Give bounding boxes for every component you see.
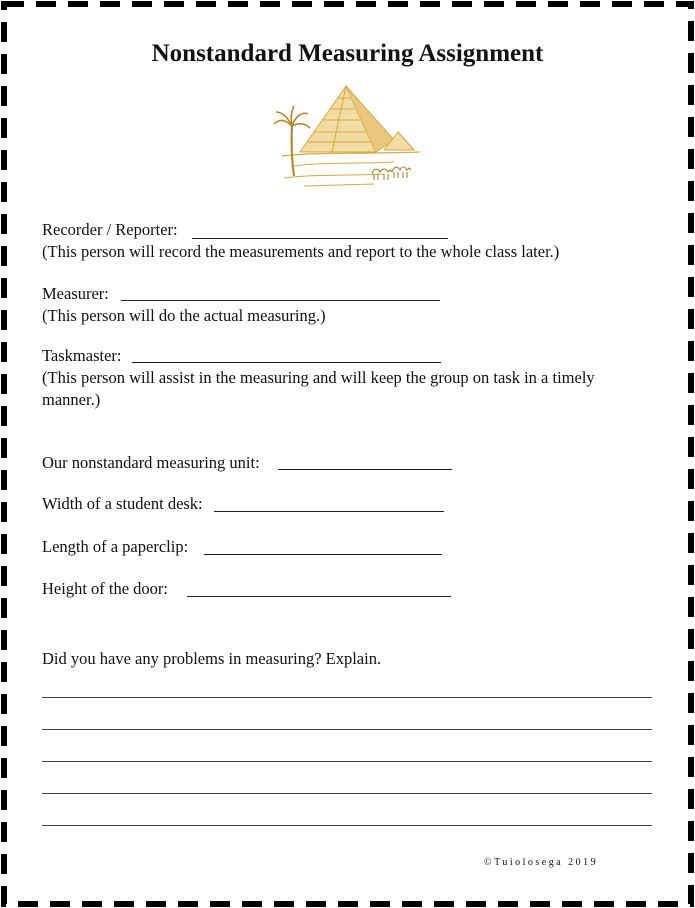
answer-line-4[interactable]: [42, 793, 652, 794]
desk-width-blank[interactable]: [214, 511, 444, 512]
door-height-label: Height of the door:: [42, 579, 169, 598]
measurer-note: (This person will do the actual measuring.): [42, 306, 326, 325]
answer-line-2[interactable]: [42, 729, 652, 730]
recorder-label: Recorder / Reporter:: [42, 220, 178, 239]
recorder-note: (This person will record the measurements and report to the whole class later.): [42, 242, 560, 261]
taskmaster-name-blank[interactable]: [132, 362, 441, 363]
page-title: Nonstandard Measuring Assignment: [151, 40, 544, 67]
recorder-name-blank[interactable]: [192, 238, 448, 239]
copyright-notice: ©Tuiolosega 2019: [484, 857, 599, 868]
desk-width-label: Width of a student desk:: [42, 494, 203, 513]
measurer-name-blank[interactable]: [121, 300, 440, 301]
taskmaster-label: Taskmaster:: [42, 346, 122, 365]
paperclip-length-blank[interactable]: [204, 554, 442, 555]
pyramid-desert-illustration: [274, 82, 424, 190]
paperclip-length-label: Length of a paperclip:: [42, 537, 189, 556]
answer-line-1[interactable]: [42, 697, 652, 698]
door-height-blank[interactable]: [187, 596, 451, 597]
measurer-label: Measurer:: [42, 284, 109, 303]
answer-line-3[interactable]: [42, 761, 652, 762]
unit-blank[interactable]: [278, 469, 452, 470]
answer-line-5[interactable]: [42, 825, 652, 826]
question-prompt: Did you have any problems in measuring? Explain.: [42, 649, 382, 668]
taskmaster-note: (This person will assist in the measuring and will keep the group on task in a timely manner.): [42, 368, 595, 409]
unit-label: Our nonstandard measuring unit:: [42, 453, 260, 472]
